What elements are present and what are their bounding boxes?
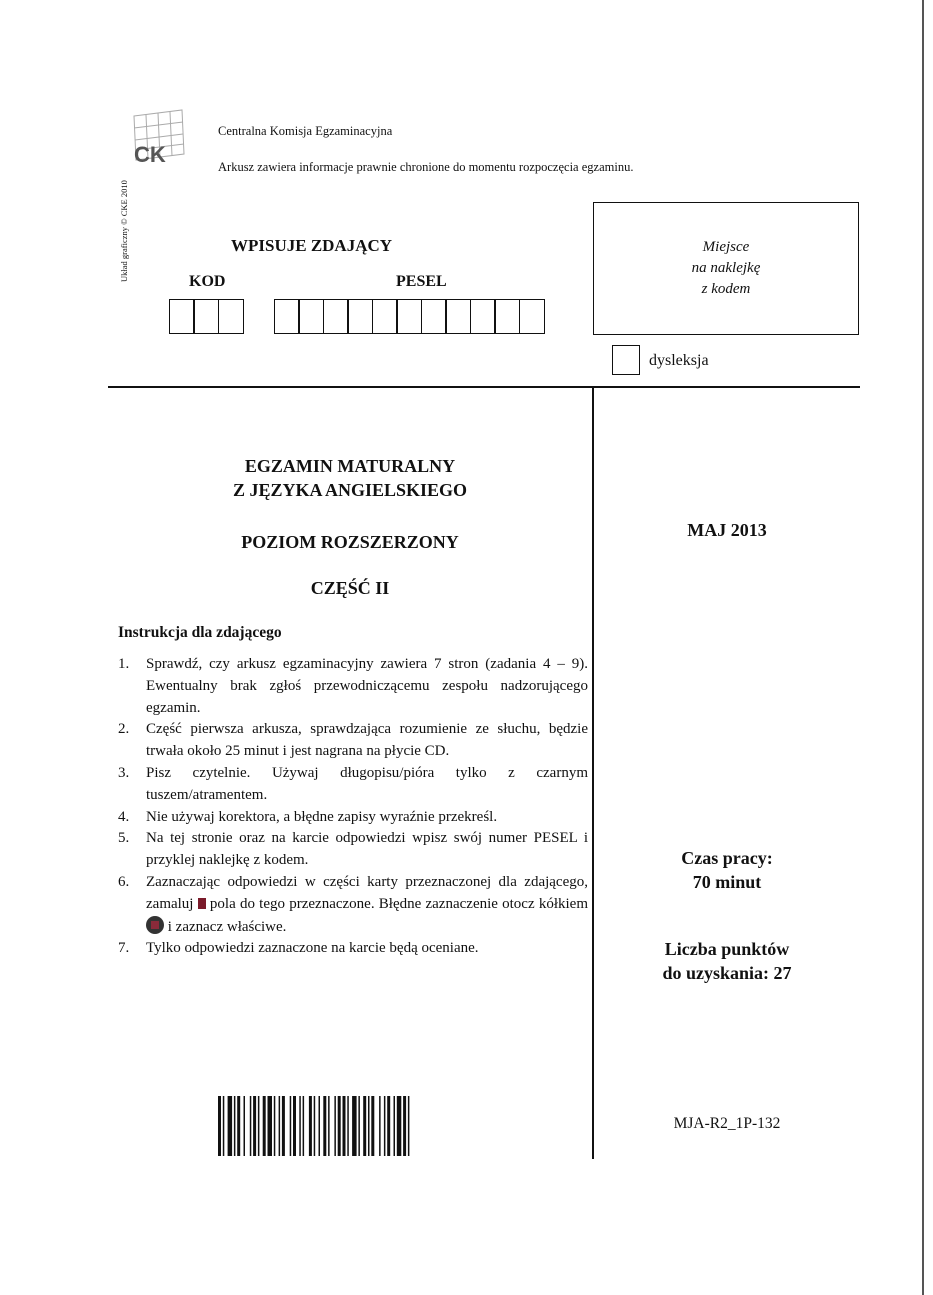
barcode-bar (368, 1096, 370, 1156)
instruction-item: 5. Na tej stronie oraz na karcie odpowiedzi wpisz swój numer PESEL i przyklej naklejkę z kodem. (118, 830, 588, 869)
pesel-cell[interactable] (323, 299, 349, 334)
barcode-bar (387, 1096, 390, 1156)
barcode-bar (343, 1096, 346, 1156)
barcode-bar (347, 1096, 349, 1156)
exam-part: CZĘŚĆ II (310, 578, 390, 598)
form-title: WPISUJE ZDAJĄCY (231, 236, 393, 255)
barcode-bar (338, 1096, 341, 1156)
time-value: 70 minut (692, 872, 762, 892)
barcode-bar (371, 1096, 374, 1156)
points-label: Liczba punktów (664, 939, 790, 959)
vertical-divider (592, 387, 594, 1159)
pesel-cell[interactable] (494, 299, 520, 334)
barcode-bar (218, 1096, 221, 1156)
pesel-input-boxes[interactable] (275, 299, 545, 334)
time-label: Czas pracy: (681, 848, 773, 868)
barcode-bar (323, 1096, 326, 1156)
pesel-cell[interactable] (396, 299, 422, 334)
barcode-bar (223, 1096, 225, 1156)
pesel-cell[interactable] (274, 299, 300, 334)
kod-cell[interactable] (193, 299, 219, 334)
sticker-line-1: Miejsce (702, 239, 750, 255)
barcode-bar (363, 1096, 366, 1156)
barcode-bar (293, 1096, 296, 1156)
logo-text: CK (134, 142, 166, 167)
barcode-bar (237, 1096, 240, 1156)
barcode-bar (228, 1096, 233, 1156)
pesel-cell[interactable] (298, 299, 324, 334)
barcode-bar (263, 1096, 266, 1156)
barcode-bar (328, 1096, 330, 1156)
horizontal-divider (108, 386, 860, 388)
barcode-bar (258, 1096, 260, 1156)
barcode-bar (379, 1096, 381, 1156)
kod-cell[interactable] (169, 299, 195, 334)
sheet-code: MJA-R2_1P-132 (673, 1115, 781, 1132)
confidential-notice: Arkusz zawiera informacje prawnie chronione do momentu rozpoczęcia egzaminu. (218, 160, 634, 174)
instruction-item: 7. Tylko odpowiedzi zaznaczone na karcie będą oceniane. (118, 940, 479, 957)
kod-input-boxes[interactable] (170, 299, 244, 334)
pesel-cell[interactable] (347, 299, 373, 334)
barcode-bar (394, 1096, 396, 1156)
barcode-bar (268, 1096, 273, 1156)
filled-square-icon (198, 898, 206, 909)
pesel-cell[interactable] (519, 299, 545, 334)
instruction-item: 2. Część pierwsza arkusza, sprawdzająca rozumienie ze słuchu, będzie trwała około 25 minut i jest nagrana na płycie CD. (118, 721, 588, 760)
barcode-bar (303, 1096, 305, 1156)
pesel-label: PESEL (396, 273, 447, 290)
dyslexia-checkbox[interactable] (612, 345, 640, 375)
instruction-item: 6. Zaznaczając odpowiedzi w części karty przeznaczonej dla zdającego, zamaluj pola do tego przeznaczone. Błędne zaznaczenie otocz kółkiem i zaznacz właściwe. (118, 873, 589, 935)
cke-logo-icon (128, 106, 190, 172)
instruction-item: 1. Sprawdź, czy arkusz egzaminacyjny zawiera 7 stron (zadania 4 – 9). Ewentualny brak zgłoś przewodniczącemu zespołu nadzorującego egzamin. (118, 656, 588, 716)
sticker-placeholder (593, 202, 859, 335)
barcode-bar (290, 1096, 292, 1156)
barcode-bar (352, 1096, 357, 1156)
barcode-bar (299, 1096, 301, 1156)
circled-square-icon (146, 916, 164, 934)
barcode-bar (358, 1096, 360, 1156)
page-edge (922, 0, 924, 1295)
barcode-bar (319, 1096, 321, 1156)
barcode-bar (403, 1096, 406, 1156)
barcode-bar (274, 1096, 276, 1156)
dyslexia-label: dysleksja (649, 352, 709, 369)
pesel-cell[interactable] (421, 299, 447, 334)
kod-cell[interactable] (218, 299, 244, 334)
exam-level: POZIOM ROZSZERZONY (241, 532, 459, 552)
barcode-bar (334, 1096, 336, 1156)
barcode-bar (250, 1096, 252, 1156)
barcode-bar (408, 1096, 410, 1156)
pesel-cell[interactable] (445, 299, 471, 334)
pesel-cell[interactable] (470, 299, 496, 334)
barcode-bar (253, 1096, 256, 1156)
instructions-title: Instrukcja dla zdającego (118, 624, 282, 641)
barcode-bar (244, 1096, 246, 1156)
exam-date: MAJ 2013 (687, 520, 767, 540)
exam-title-line1: EGZAMIN MATURALNY (244, 456, 456, 476)
barcode-bar (309, 1096, 312, 1156)
instruction-item: 3. Pisz czytelnie. Używaj długopisu/pióra tylko z czarnym tuszem/atramentem. (118, 764, 588, 803)
pesel-cell[interactable] (372, 299, 398, 334)
barcode-bar (384, 1096, 386, 1156)
barcode-bar (282, 1096, 285, 1156)
sticker-line-3: z kodem (701, 281, 751, 297)
barcode-bar (234, 1096, 236, 1156)
sticker-line-2: na naklejkę (691, 260, 761, 276)
instructions-list (118, 654, 588, 960)
barcode-icon (218, 1096, 486, 1156)
points-value: do uzyskania: 27 (662, 963, 792, 983)
barcode-bar (279, 1096, 281, 1156)
institution-name: Centralna Komisja Egzaminacyjna (218, 124, 393, 138)
instruction-item: 4. Nie używaj korektora, a błędne zapisy wyraźnie przekreśl. (118, 808, 498, 825)
kod-label: KOD (189, 273, 226, 290)
barcode-bar (314, 1096, 316, 1156)
exam-title-line2: Z JĘZYKA ANGIELSKIEGO (232, 480, 468, 500)
barcode-bar (397, 1096, 402, 1156)
